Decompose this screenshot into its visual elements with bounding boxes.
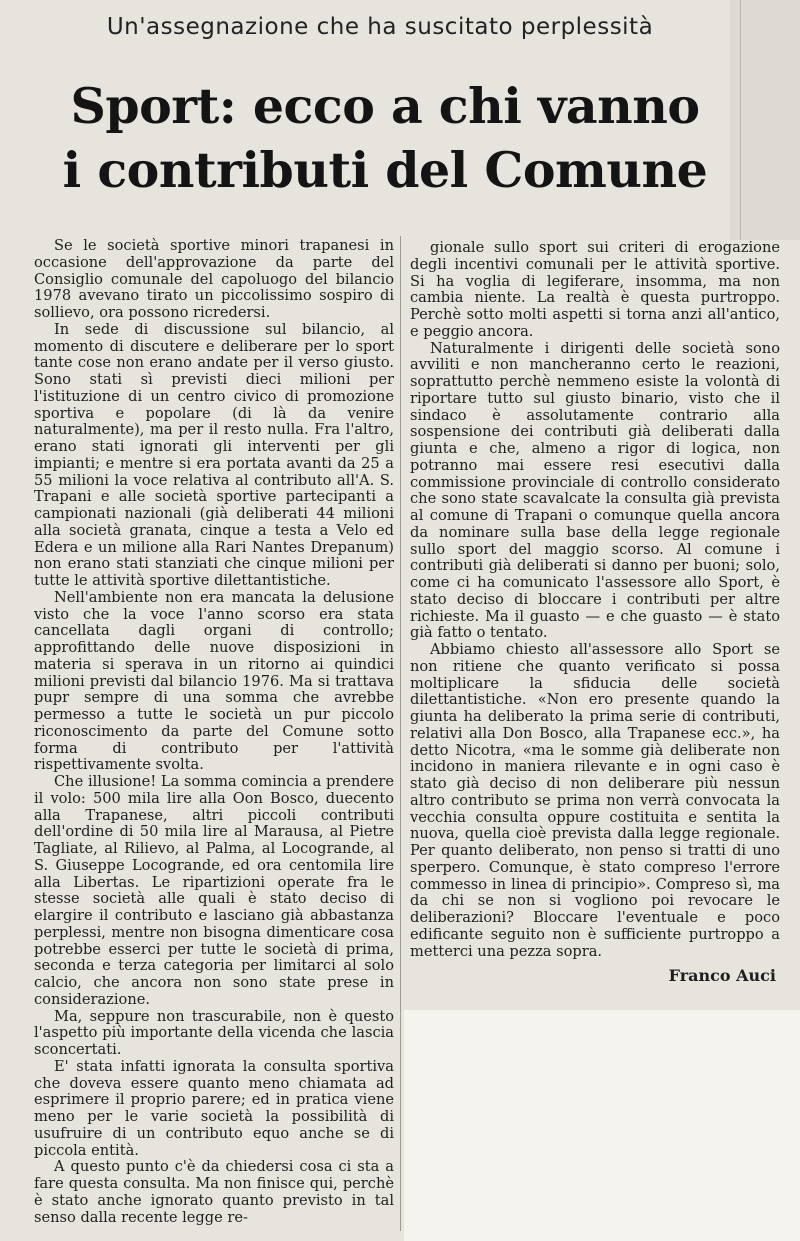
article-column-left	[34, 238, 394, 1226]
paragraph: E' stata infatti ignorata la consulta sportiva che doveva essere quanto meno chiamata ad esprimere il proprio parere; ed in pratica viene meno per le varie società la possibilità di usufruire di un contributo equo anche se di piccola entità.	[34, 1057, 394, 1159]
paragraph: gionale sullo sport sui criteri di erogazione degli incentivi comunali per le attività sportive. Si ha voglia di legiferare, insomma, ma non cambia niente. La realtà è questa purtroppo. Perchè sotto molti aspetti si torna anzi all'antico, e peggio ancora.	[410, 239, 780, 340]
adjacent-article-edge	[730, 0, 800, 240]
headline-line-1: Sport: ecco a chi vanno	[70, 77, 700, 135]
paragraph: Abbiamo chiesto all'assessore allo Sport se non ritiene che quanto verificato si possa moltiplicare la sfiducia delle società dilettantistiche. «Non ero presente quando la giunta ha deliberato la prima serie di contributi, relativi alla Don Bosco, alla Trapanese ecc.», ha detto Nicotra, «ma le somme già deliberate non incidono in maniera rilevante e in ogni caso è stato già deciso di non deliberare più nessun altro contributo se prima non verrà convocata la vecchia consulta oppure costituita e sentita la nuova, quella cioè prevista dalla legge regionale. Per quanto deliberato, non penso si tratti di uno sperpero. Comunque, è stato compreso l'errore commesso in linea di principio». Compreso sì, ma da chi se non si vogliono poi revocare le deliberazioni? Bloccare l'eventuale e poco edificante seguito non è sufficiente purtroppo a metterci una pezza sopra.	[410, 641, 780, 960]
paragraph: A questo punto c'è da chiedersi cosa ci sta a fare questa consulta. Ma non finisce qui, perchè è stato anche ignorato quanto previsto in tal senso dalla recente legge re-	[34, 1158, 394, 1226]
headline-line-2: i contributi del Comune	[62, 141, 708, 199]
blank-area	[404, 1010, 800, 1241]
column-divider	[400, 236, 401, 1231]
paragraph: Se le società sportive minori trapanesi in occasione dell'approvazione da parte del Consiglio comunale del capoluogo del bilancio 1978 avevano tirato un piccolissimo sospiro di sollievo, ora possono ricredersi.	[34, 237, 394, 321]
paragraph: In sede di discussione sul bilancio, al momento di discutere e deliberare per lo sport tante cose non erano andate per il verso giusto. Sono stati sì previsti dieci milioni per l'istituzione di un centro civico di promozione sportiva e popolare (di là da venire naturalmente), ma per il resto nulla. Fra l'altro, erano stati ignorati gli interventi per gli impianti; e mentre si era portata avanti da 25 a 55 milioni la voce relativa al contributo all'A. S. Trapani e alle società sportive partecipanti a campionati nazionali (già deliberati 44 milioni alla società granata, cinque a testa a Velo ed Edera e un milione alla Rari Nantes Drepanum) non erano stati stanziati che cinque milioni per tutte le attività sportive dilettantistiche.	[34, 320, 394, 589]
author-signature: Franco Auci	[668, 966, 776, 986]
paragraph: Naturalmente i dirigenti delle società sono avviliti e non mancheranno certo le reazioni, soprattutto perchè nemmeno esiste la volontà di riportare tutto sul giusto binario, visto che il sindaco è assolutamente contrario alla sospensione dei contributi già deliberati dalla giunta e che, almeno a rigor di logica, non potranno mai essere resi esecutivi dalla commissione provinciale di controllo considerato che sono state scavalcate la consulta già prevista al comune di Trapani o comunque quella ancora da nominare sulla base della legge regionale sullo sport del maggio scorso. Al comune i contributi già deliberati si danno per buoni; solo, come ci ha comunicato l'assessore allo Sport, è stato deciso di bloccare i contributi per altre richieste. Ma il guasto — e che guasto — è stato già fatto o tentato.	[410, 339, 780, 642]
article-kicker: Un'assegnazione che ha suscitato perplessità	[106, 14, 654, 40]
article-headline	[40, 74, 730, 202]
paragraph: Nell'ambiente non era mancata la delusione visto che la voce l'anno scorso era stata cancellata dagli organi di controllo; approfittando delle nuove disposizioni in materia si sperava in un ritorno ai quindici milioni previsti dal bilancio 1976. Ma si trattava pupr sempre di una somma che avrebbe permesso a tutte le società un pur piccolo riconoscimento da parte del Comune sotto forma di contributo per l'attività rispettivamente svolta.	[34, 588, 394, 774]
paragraph: Ma, seppure non trascurabile, non è questo l'aspetto più importante della vicenda che lascia sconcertati.	[34, 1007, 394, 1058]
article-column-right	[410, 240, 780, 985]
paragraph: Che illusione! La somma comincia a prendere il volo: 500 mila lire alla Oon Bosco, duecento alla Trapanese, altri piccoli contributi dell'ordine di 50 mila lire al Marausa, al Pietre Tagliate, al Rilievo, al Palma, al Locogrande, al S. Giuseppe Locogrande, ed ora centomila lire alla Libertas. Le ripartizioni operate fra le stesse società alle quali è stato deciso di elargire il contributo e lasciano già abbastanza perplessi, mentre non bisogna dimenticare cosa potrebbe esserci per tutte le società di prima, seconda e terza categoria per limitarci al solo calcio, che ancora non sono state prese in considerazione.	[34, 773, 394, 1008]
